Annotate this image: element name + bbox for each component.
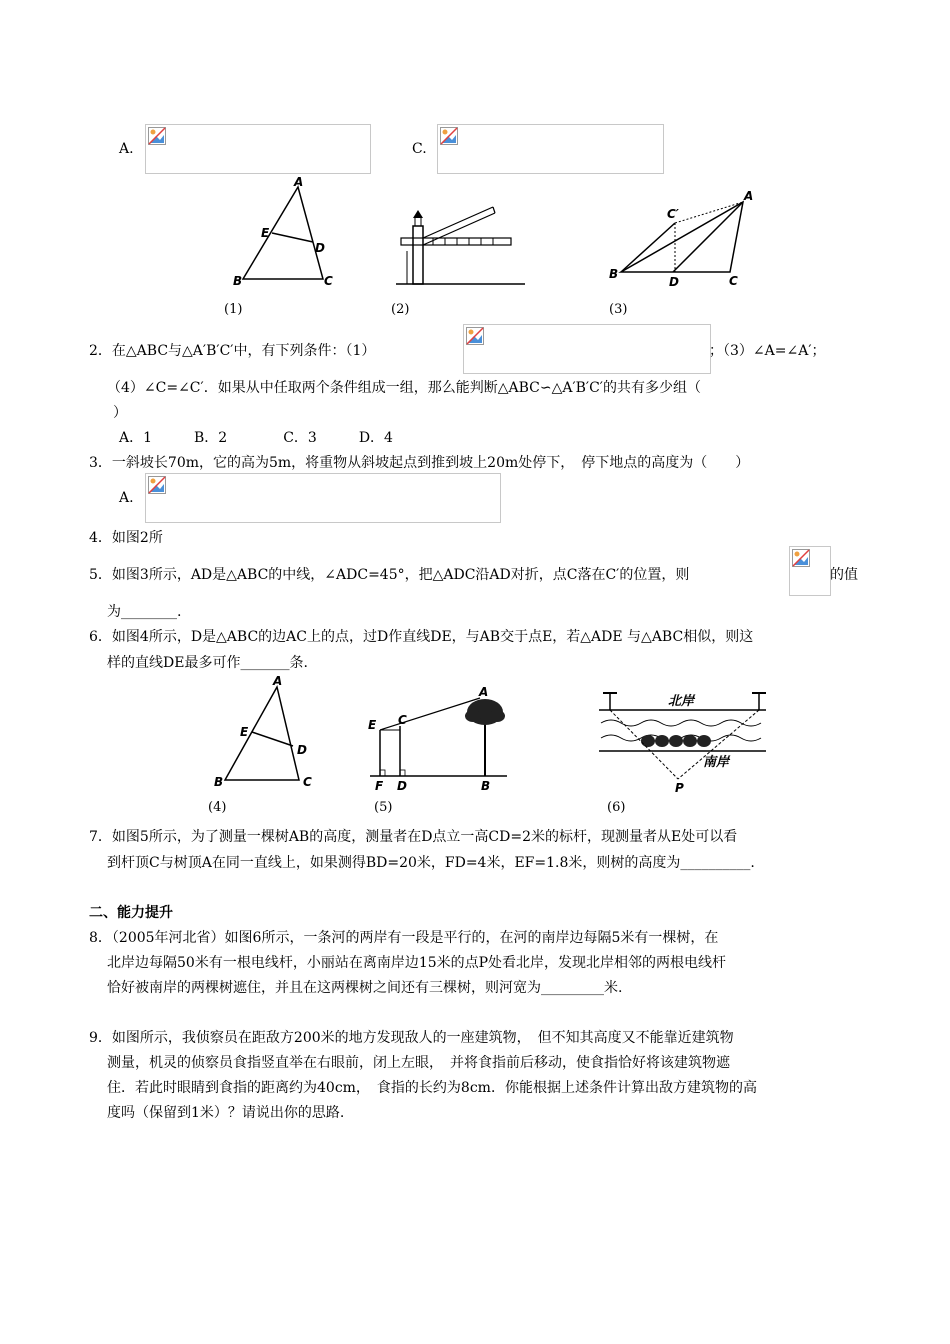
broken-image-icon	[466, 327, 484, 345]
q5-line1b: 的值	[830, 567, 858, 583]
figure-6-caption: (6)	[607, 800, 626, 815]
q5-line1a: 5．如图3所示，AD是△ABC的中线，∠ADC=45°，把△ADC沿AD对折，点C落在C′的位置，则	[89, 567, 690, 583]
label-e: E	[368, 718, 377, 732]
label-e: E	[261, 226, 270, 240]
label-d: D	[297, 743, 307, 757]
label-a: A	[744, 189, 754, 203]
label-c: C	[324, 274, 333, 288]
label-d: D	[315, 241, 325, 255]
figure-3	[605, 186, 760, 291]
q3-line1: 3．一斜坡长70m，它的高为5m，将重物从斜坡起点到推到坡上20m处停下， 停下地点的高度为（ ）	[89, 455, 750, 471]
broken-image-icon	[440, 127, 458, 145]
figure-6	[596, 683, 771, 793]
figure-4	[205, 672, 325, 792]
label-e: E	[240, 725, 249, 739]
figure-4-caption: (4)	[208, 800, 227, 815]
broken-image-icon	[792, 549, 810, 567]
label-d: D	[669, 275, 679, 289]
label-p: P	[675, 781, 684, 793]
south-bank-label: 南岸	[703, 755, 730, 770]
label-a: A	[479, 685, 489, 699]
q2-line1b: ；（3）∠A=∠A′；	[709, 343, 826, 359]
label-b: B	[609, 267, 619, 281]
q9-line3: 住．若此时眼睛到食指的距离约为40cm， 食指的长约为8cm．你能根据上述条件计算出敌方建筑物的高	[107, 1080, 757, 1096]
section-heading: 二、能力提升	[89, 905, 173, 921]
q9-line2: 测量，机灵的侦察员食指竖直举在右眼前，闭上左眼， 并将食指前后移动，使食指恰好将该建筑物遮	[107, 1055, 730, 1071]
broken-image	[145, 473, 501, 523]
broken-image-icon	[148, 127, 166, 145]
q7-line1: 7．如图5所示，为了测量一棵树AB的高度，测量者在D点立一高CD=2米的标杆，现测量者从E处可以看	[89, 829, 738, 845]
q2-line3: ）	[113, 405, 127, 421]
q4-line1: 4．如图2所	[89, 530, 163, 546]
label-c: C	[398, 713, 407, 727]
broken-image-icon	[148, 476, 166, 494]
q6-line1: 6．如图4所示，D是△ABC的边AC上的点，过D作直线DE，与AB交于点E，若△ADE 与△ABC相似，则这	[89, 629, 754, 645]
label-b: B	[214, 775, 224, 789]
q3-option-a: A.	[119, 490, 134, 506]
q2-line1a: 2．在△ABC与△A′B′C′中，有下列条件：（1）	[89, 343, 376, 359]
label-b: B	[481, 779, 491, 793]
q5-line2: 为________.	[107, 604, 182, 620]
figure-5	[365, 682, 515, 794]
figure-2	[393, 196, 528, 288]
figure-1	[228, 174, 338, 289]
option-a-label: A.	[119, 141, 134, 157]
q8-line3: 恰好被南岸的两棵树遮住，并且在这两棵树之间还有三棵树，则河宽为_________米.	[107, 980, 623, 996]
label-b: B	[233, 274, 243, 288]
label-c: C	[729, 274, 738, 288]
label-a: A	[273, 674, 283, 688]
label-c: C	[303, 775, 312, 789]
q2-options: A．1 B．2 C．3 D．4	[119, 430, 393, 446]
label-f: F	[375, 779, 384, 793]
broken-image	[789, 546, 831, 596]
broken-image	[145, 124, 371, 174]
label-d: D	[397, 779, 407, 793]
option-c-label: C.	[412, 141, 427, 157]
figure-3-caption: (3)	[609, 302, 628, 317]
q9-line4: 度吗（保留到1米）？请说出你的思路.	[107, 1105, 345, 1121]
label-a: A	[294, 175, 304, 189]
figure-2-caption: (2)	[391, 302, 410, 317]
q9-line1: 9．如图所示，我侦察员在距敌方200米的地方发现敌人的一座建筑物， 但不知其高度又不能靠近建筑物	[89, 1030, 734, 1046]
q7-line2: 到杆顶C与树顶A在同一直线上，如果测得BD=20米，FD=4米，EF=1.8米，则树的高度为__________.	[107, 855, 755, 871]
q2-line2: （4）∠C=∠C′．如果从中任取两个条件组成一组，那么能判断△ABC∽△A′B′C′的共有多少组（	[107, 380, 701, 396]
broken-image	[463, 324, 711, 374]
north-bank-label: 北岸	[668, 694, 695, 709]
broken-image	[437, 124, 664, 174]
q8-line1: 8．（2005年河北省）如图6所示，一条河的两岸有一段是平行的，在河的南岸边每隔5米有一棵树，在	[89, 930, 719, 946]
q8-line2: 北岸边每隔50米有一根电线杆，小丽站在离南岸边15米的点P处看北岸，发现北岸相邻的两根电线杆	[107, 955, 727, 971]
q6-line2: 样的直线DE最多可作_______条.	[107, 655, 308, 671]
figure-1-caption: (1)	[224, 302, 243, 317]
figure-5-caption: (5)	[374, 800, 393, 815]
label-c-prime: C′	[667, 207, 679, 221]
